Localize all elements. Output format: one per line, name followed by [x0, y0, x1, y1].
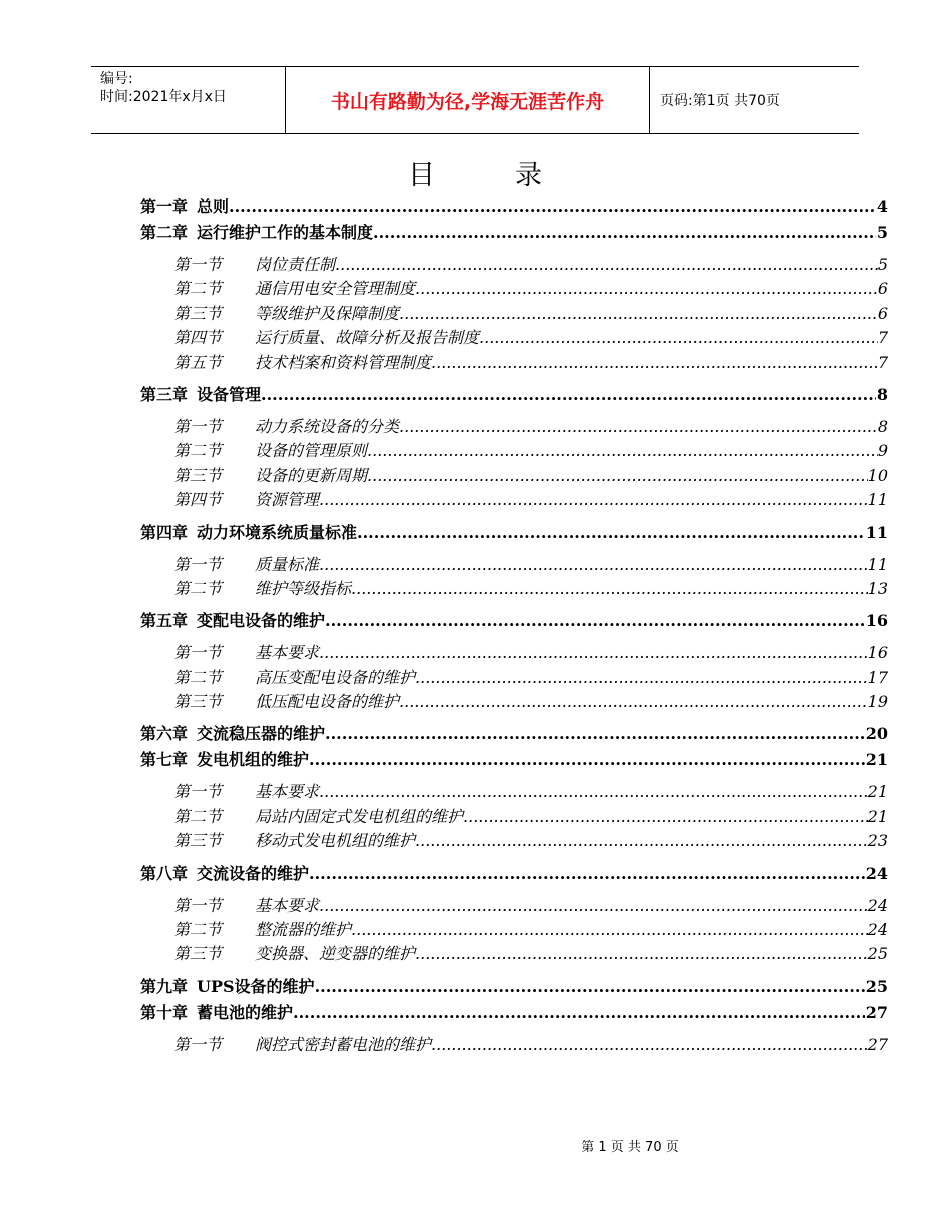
toc-section-row[interactable] [140, 805, 888, 829]
leader-dots [373, 221, 876, 245]
title-left: 目 [408, 160, 435, 191]
section-page: 10 [867, 465, 888, 485]
chapter-title: 发电机组的维护 [197, 750, 310, 770]
section-title: 高压变配电设备的维护 [255, 667, 416, 687]
toc-section-row[interactable] [140, 1033, 888, 1057]
toc-section-row[interactable] [140, 553, 888, 577]
section-label: 第二节 [174, 279, 223, 299]
leader-dots [319, 488, 868, 512]
toc-chapter-row[interactable] [140, 609, 888, 633]
chapter-page: 11 [865, 522, 888, 542]
section-page: 23 [867, 831, 888, 851]
leader-dots [367, 439, 878, 463]
section-page: 24 [867, 895, 888, 915]
toc-section-row[interactable] [140, 302, 888, 326]
chapter-page: 5 [876, 223, 888, 242]
section-group [140, 553, 888, 602]
chapter-label: 第七章 [140, 750, 189, 770]
section-group [140, 894, 888, 967]
leader-dots [319, 894, 868, 918]
toc-section-row[interactable] [140, 464, 888, 488]
chapter-page: 20 [865, 724, 888, 744]
section-label: 第一节 [174, 782, 223, 802]
header-page-info: 页码:第1页 共70页 [660, 93, 780, 109]
toc-chapter-row[interactable] [140, 862, 888, 886]
section-title: 质量标准 [255, 554, 320, 574]
section-label: 第二节 [174, 441, 223, 461]
toc-section-row[interactable] [140, 780, 888, 804]
chapter-page: 16 [865, 611, 888, 631]
section-title: 阀控式密封蓄电池的维护 [255, 1034, 432, 1054]
section-title: 移动式发电机组的维护 [255, 831, 416, 851]
section-title: 设备的管理原则 [255, 441, 368, 461]
chapter-label: 第三章 [140, 384, 189, 404]
section-label: 第一节 [174, 643, 223, 663]
toc-chapter-row[interactable] [140, 722, 888, 746]
section-title: 基本要求 [255, 643, 320, 663]
toc-section-row[interactable] [140, 577, 888, 601]
section-page: 19 [867, 692, 888, 712]
section-page: 7 [877, 352, 888, 372]
section-label: 第一节 [174, 416, 223, 436]
section-page: 21 [867, 806, 888, 826]
section-title: 运行质量、故障分析及报告制度 [255, 328, 480, 348]
title-right: 录 [515, 160, 542, 191]
section-label: 第三节 [174, 944, 223, 964]
leader-dots [399, 690, 868, 714]
chapter-page: 21 [865, 750, 888, 770]
chapter-page: 24 [865, 863, 888, 883]
section-group [140, 780, 888, 853]
leader-dots [309, 748, 865, 772]
chapter-title: 变配电设备的维护 [197, 611, 326, 631]
leader-dots [319, 553, 868, 577]
section-page: 25 [867, 944, 888, 964]
section-title: 通信用电安全管理制度 [255, 279, 416, 299]
leader-dots [415, 942, 868, 966]
leader-dots [415, 277, 878, 301]
toc-chapter-row[interactable] [140, 383, 888, 407]
leader-dots [399, 302, 878, 326]
section-title: 岗位责任制 [255, 255, 336, 274]
leader-dots [357, 521, 865, 545]
chapter-page: 8 [876, 384, 888, 404]
time-label: 时间:2021年x月x日 [100, 89, 227, 105]
chapter-label: 第八章 [140, 863, 189, 883]
leader-dots [479, 326, 878, 350]
code-label: 编号: [100, 71, 133, 87]
section-page: 11 [867, 490, 888, 510]
toc-chapter-row[interactable] [140, 748, 888, 772]
toc-section-row[interactable] [140, 351, 888, 375]
section-page: 27 [867, 1034, 888, 1054]
leader-dots [315, 975, 865, 999]
toc-section-row[interactable] [140, 641, 888, 665]
section-page: 8 [877, 416, 888, 436]
section-label: 第一节 [174, 255, 223, 274]
chapter-label: 第一章 [140, 197, 189, 216]
section-title: 维护等级指标 [255, 578, 352, 598]
section-label: 第三节 [174, 303, 223, 323]
section-group [140, 1033, 888, 1057]
section-page: 7 [877, 328, 888, 348]
toc-section-row[interactable] [140, 894, 888, 918]
section-page: 6 [877, 303, 888, 323]
section-label: 第二节 [174, 920, 223, 940]
chapter-label: 第九章 [140, 976, 189, 996]
section-title: 局站内固定式发电机组的维护 [255, 806, 464, 826]
chapter-title: UPS设备的维护 [197, 976, 315, 996]
toc-chapter-row[interactable] [140, 221, 888, 245]
toc-chapter-row[interactable] [140, 1001, 888, 1025]
toc-section-row[interactable] [140, 918, 888, 942]
section-label: 第四节 [174, 490, 223, 510]
leader-dots [415, 666, 868, 690]
section-title: 设备的更新周期 [255, 465, 368, 485]
section-page: 9 [877, 441, 888, 461]
leader-dots [399, 415, 878, 439]
leader-dots [415, 829, 868, 853]
leader-dots [325, 609, 865, 633]
leader-dots [293, 1001, 865, 1025]
section-label: 第五节 [174, 352, 223, 372]
leader-dots [335, 253, 878, 277]
page-header [91, 66, 859, 134]
toc-chapter-row[interactable] [140, 975, 888, 999]
section-group [140, 415, 888, 513]
section-title: 整流器的维护 [255, 920, 352, 940]
chapter-label: 第六章 [140, 724, 189, 744]
leader-dots [319, 780, 868, 804]
toc-chapter-row[interactable] [140, 521, 888, 545]
chapter-label: 第二章 [140, 223, 189, 242]
leader-dots [261, 383, 876, 407]
toc-section-row[interactable] [140, 666, 888, 690]
section-label: 第三节 [174, 831, 223, 851]
leader-dots [229, 195, 876, 219]
chapter-title: 动力环境系统质量标准 [197, 522, 358, 542]
chapter-title: 运行维护工作的基本制度 [197, 223, 374, 242]
section-page: 17 [867, 667, 888, 687]
section-title: 低压配电设备的维护 [255, 692, 400, 712]
section-label: 第二节 [174, 667, 223, 687]
leader-dots [319, 641, 868, 665]
table-of-contents [140, 195, 888, 1065]
leader-dots [463, 805, 868, 829]
chapter-label: 第十章 [140, 1002, 189, 1022]
section-label: 第一节 [174, 895, 223, 915]
section-page: 6 [877, 279, 888, 299]
toc-section-row[interactable] [140, 277, 888, 301]
page-title [0, 153, 950, 192]
chapter-page: 27 [865, 1002, 888, 1022]
chapter-title: 蓄电池的维护 [197, 1002, 294, 1022]
toc-section-row[interactable] [140, 326, 888, 350]
section-page: 24 [867, 920, 888, 940]
chapter-page: 4 [876, 197, 888, 216]
leader-dots [351, 918, 868, 942]
toc-section-row[interactable] [140, 829, 888, 853]
header-meta [91, 67, 286, 133]
section-label: 第一节 [174, 554, 223, 574]
header-motto: 书山有路勤为径,学海无涯苦作舟 [286, 67, 650, 133]
section-label: 第四节 [174, 328, 223, 348]
section-label: 第一节 [174, 1034, 223, 1054]
page-footer: 第 1 页 共 70 页 [581, 1140, 679, 1155]
toc-section-row[interactable] [140, 253, 888, 277]
chapter-title: 交流稳压器的维护 [197, 724, 326, 744]
chapter-label: 第五章 [140, 611, 189, 631]
section-group [140, 641, 888, 714]
section-title: 技术档案和资料管理制度 [255, 352, 432, 372]
section-title: 等级维护及保障制度 [255, 303, 400, 323]
section-label: 第三节 [174, 465, 223, 485]
section-title: 变换器、逆变器的维护 [255, 944, 416, 964]
toc-section-row[interactable] [140, 942, 888, 966]
leader-dots [367, 464, 868, 488]
section-title: 动力系统设备的分类 [255, 416, 400, 436]
section-title: 基本要求 [255, 782, 320, 802]
chapter-page: 25 [865, 976, 888, 996]
section-title: 资源管理 [255, 490, 320, 510]
section-label: 第三节 [174, 692, 223, 712]
toc-section-row[interactable] [140, 415, 888, 439]
leader-dots [431, 351, 878, 375]
leader-dots [309, 862, 865, 886]
section-label: 第二节 [174, 806, 223, 826]
leader-dots [431, 1033, 868, 1057]
toc-section-row[interactable] [140, 690, 888, 714]
chapter-title: 设备管理 [197, 384, 262, 404]
section-title: 基本要求 [255, 895, 320, 915]
section-page: 5 [877, 255, 888, 274]
leader-dots [325, 722, 865, 746]
toc-section-row[interactable] [140, 488, 888, 512]
chapter-title: 交流设备的维护 [197, 863, 310, 883]
section-label: 第二节 [174, 578, 223, 598]
section-page: 11 [867, 554, 888, 574]
section-page: 16 [867, 643, 888, 663]
leader-dots [351, 577, 868, 601]
section-page: 13 [867, 578, 888, 598]
toc-chapter-row[interactable] [140, 195, 888, 219]
toc-section-row[interactable] [140, 439, 888, 463]
chapter-label: 第四章 [140, 522, 189, 542]
section-group [140, 253, 888, 375]
section-page: 21 [867, 782, 888, 802]
chapter-title: 总则 [197, 197, 230, 216]
